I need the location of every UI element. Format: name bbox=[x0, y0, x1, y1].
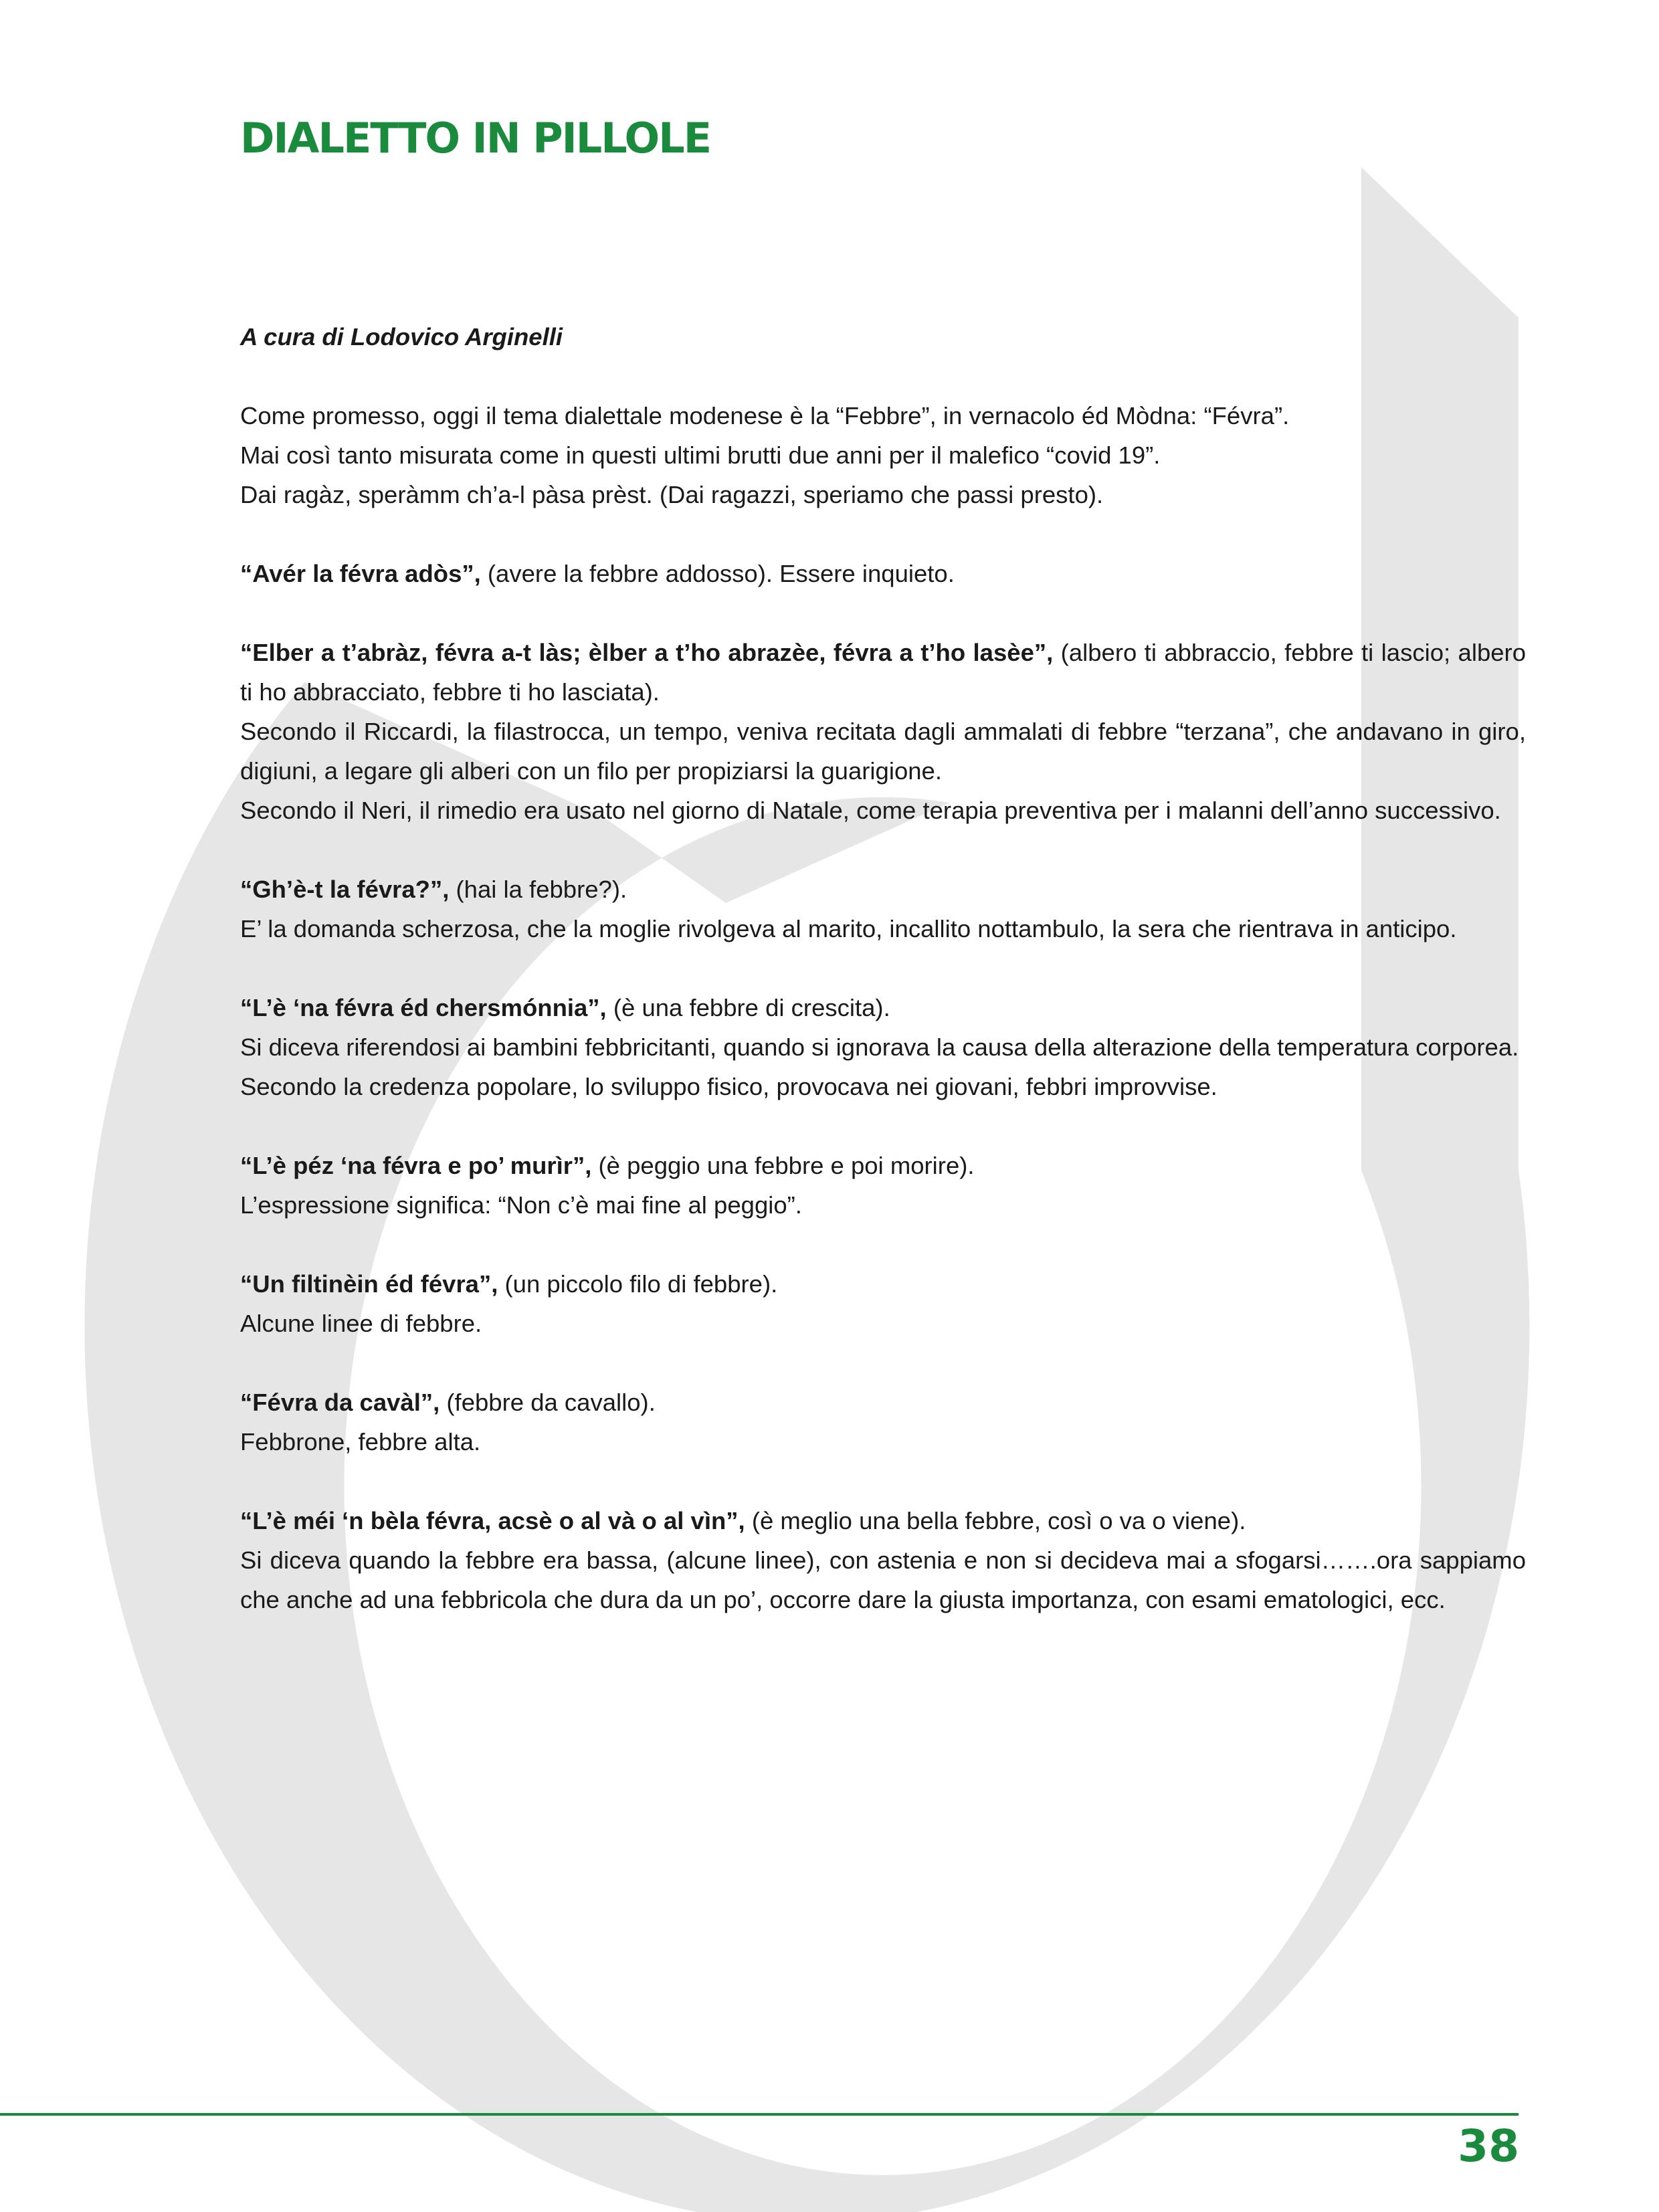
page-title: DIALETTO IN PILLOLE bbox=[240, 114, 711, 163]
dialect-term: “L’è méi ‘n bèla févra, acsè o al và o al vìn”, bbox=[240, 1507, 745, 1534]
dialect-term: “Elber a t’abràz, févra a-t làs; èlber a t’ho abrazèe, févra a t’ho lasèe”, bbox=[240, 639, 1054, 666]
term-translation: (è una febbre di crescita). bbox=[606, 994, 890, 1021]
entry-note: Secondo la credenza popolare, lo sviluppo fisico, provocava nei giovani, febbri improvvise. bbox=[240, 1073, 1217, 1100]
entry-note: E’ la domanda scherzosa, che la moglie rivolgeva al marito, incallito nottambulo, la sera che rientrava in anticipo. bbox=[240, 915, 1457, 942]
entry-note: Si diceva quando la febbre era bassa, (alcune linee), con astenia e non si decideva mai a sfogarsi…….ora sappiamo che anche ad una febbricola che dura da un po’, occorre dare la giusta importanza, con esami ematologici, ecc. bbox=[240, 1546, 1526, 1613]
term-translation: (è meglio una bella febbre, così o va o viene). bbox=[745, 1507, 1246, 1534]
term-translation: (albero ti abbraccio, febbre ti lascio; albero ti ho abbracciato, febbre ti ho lasciata). bbox=[240, 639, 1526, 706]
dialect-term: “Févra da cavàl”, bbox=[240, 1389, 440, 1416]
entry-note: Secondo il Neri, il rimedio era usato nel giorno di Natale, come terapia preventiva per i malanni dell’anno successivo. bbox=[240, 797, 1501, 824]
dialect-term: “Gh’è-t la févra?”, bbox=[240, 876, 450, 903]
entry-note: Si diceva riferendosi ai bambini febbricitanti, quando si ignorava la causa della alterazione della temperatura corporea. bbox=[240, 1033, 1519, 1061]
entry-heading bbox=[240, 988, 1526, 1027]
dialect-term: “L’è ‘na févra éd chersmónnia”, bbox=[240, 994, 607, 1021]
term-translation: (febbre da cavallo). bbox=[440, 1389, 656, 1416]
footer-divider bbox=[0, 2113, 1519, 2116]
entry bbox=[240, 554, 1526, 593]
entry-heading bbox=[240, 870, 1526, 909]
entry bbox=[240, 1264, 1526, 1343]
article-body bbox=[240, 317, 1526, 1619]
entry-heading bbox=[240, 1501, 1526, 1540]
entry-note: Alcune linee di febbre. bbox=[240, 1310, 482, 1337]
entry-note: Febbrone, febbre alta. bbox=[240, 1428, 481, 1455]
entry bbox=[240, 633, 1526, 830]
page-number: 38 bbox=[1458, 2120, 1519, 2172]
term-translation: (un piccolo filo di febbre). bbox=[498, 1270, 778, 1298]
intro-line: Dai ragàz, speràmm ch’a-l pàsa prèst. (Dai ragazzi, speriamo che passi presto). bbox=[240, 481, 1104, 508]
term-translation: (avere la febbre addosso). Essere inquieto. bbox=[480, 560, 955, 587]
dialect-term: “L’è péz ‘na févra e po’ murìr”, bbox=[240, 1152, 592, 1179]
term-translation: (è peggio una febbre e poi morire). bbox=[591, 1152, 975, 1179]
intro-line: Come promesso, oggi il tema dialettale modenese è la “Febbre”, in vernacolo éd Mòdna: “Févra”. bbox=[240, 402, 1290, 429]
entry-heading bbox=[240, 1146, 1526, 1185]
entry-heading bbox=[240, 1264, 1526, 1304]
intro-line: Mai così tanto misurata come in questi ultimi brutti due anni per il malefico “covid 19”. bbox=[240, 441, 1161, 469]
dialect-term: “Un filtinèin éd févra”, bbox=[240, 1270, 498, 1298]
entry bbox=[240, 1383, 1526, 1462]
intro-block bbox=[240, 396, 1526, 514]
term-translation: (hai la febbre?). bbox=[449, 876, 627, 903]
entry bbox=[240, 870, 1526, 948]
entry-heading bbox=[240, 1383, 1526, 1422]
entry-note: Secondo il Riccardi, la filastrocca, un tempo, veniva recitata dagli ammalati di febbre “terzana”, che andavano in giro, digiuni, a legare gli alberi con un filo per propiziarsi la guarigione. bbox=[240, 718, 1526, 785]
entry-heading bbox=[240, 633, 1526, 712]
author-byline: A cura di Lodovico Arginelli bbox=[240, 323, 563, 350]
entry-heading bbox=[240, 554, 1526, 593]
entry bbox=[240, 1146, 1526, 1225]
entry bbox=[240, 1501, 1526, 1619]
dialect-term: “Avér la févra adòs”, bbox=[240, 560, 481, 587]
entry-note: L’espressione significa: “Non c’è mai fine al peggio”. bbox=[240, 1191, 802, 1219]
entry bbox=[240, 988, 1526, 1106]
